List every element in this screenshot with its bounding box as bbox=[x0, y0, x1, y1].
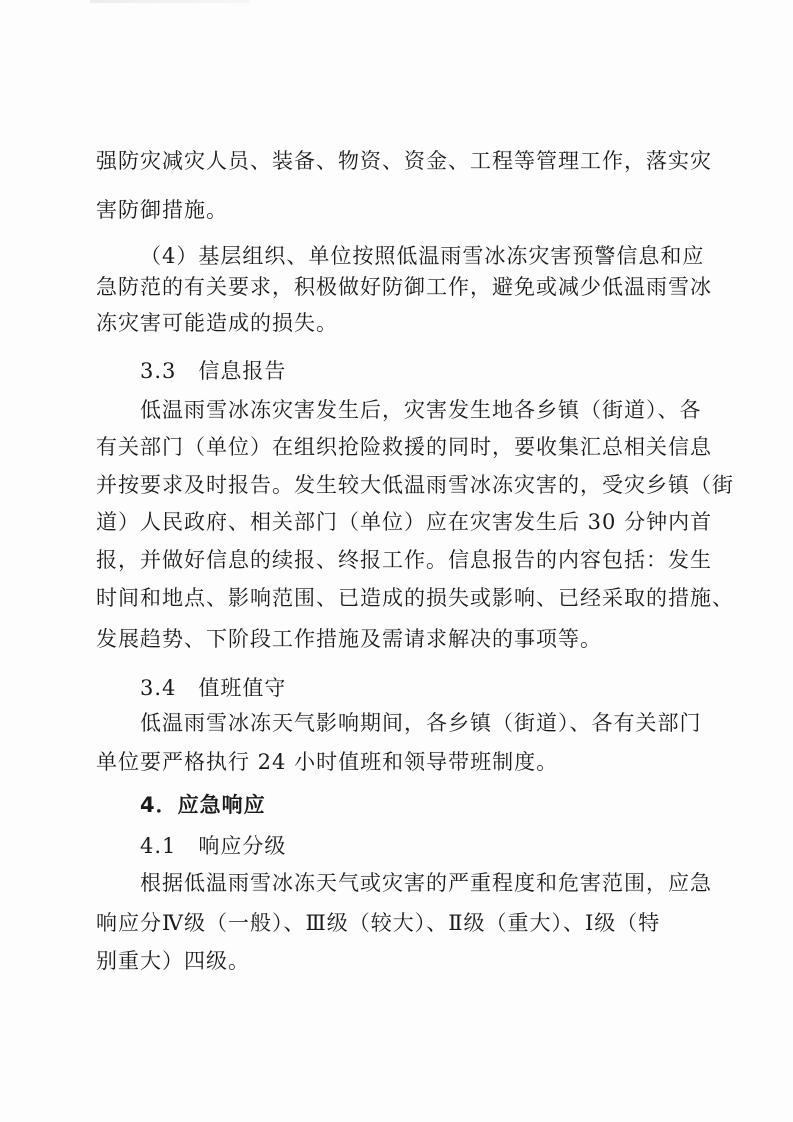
paragraph-line: 低温雨雪冰冻天气影响期间，各乡镇（街道）、各有关部门 bbox=[140, 711, 702, 735]
paragraph-line: （4）基层组织、单位按照低温雨雪冰冻灾害预警信息和应 bbox=[140, 244, 705, 268]
paragraph-line: 并按要求及时报告。发生较大低温雨雪冰冻灾害的，受灾乡镇（街 bbox=[96, 473, 734, 497]
paragraph-line: 强防灾减灾人员、装备、物资、资金、工程等管理工作，落实灾 bbox=[96, 149, 712, 173]
paragraph-line: 害防御措施。 bbox=[96, 198, 228, 222]
paragraph-line: 冻灾害可能造成的损失。 bbox=[96, 311, 338, 335]
paragraph-line: 响应分Ⅳ级（一般）、Ⅲ级（较大）、Ⅱ级（重大）、Ⅰ级（特 bbox=[96, 911, 661, 935]
paragraph-line: 道）人民政府、相关部门（单位）应在灾害发生后 30 分钟内首 bbox=[96, 510, 713, 534]
paragraph-line: 低温雨雪冰冻灾害发生后，灾害发生地各乡镇（街道）、各 bbox=[140, 398, 702, 422]
paragraph-line: 报，并做好信息的续报、终报工作。信息报告的内容包括：发生 bbox=[96, 548, 712, 572]
section-heading-4-1: 4.1 响应分级 bbox=[140, 834, 287, 858]
paragraph-line: 单位要严格执行 24 小时值班和领导带班制度。 bbox=[96, 750, 559, 774]
paragraph-line: 根据低温雨雪冰冻天气或灾害的严重程度和危害范围，应急 bbox=[140, 871, 712, 895]
paragraph-line: 别重大）四级。 bbox=[96, 949, 250, 973]
paragraph-line: 急防范的有关要求，积极做好防御工作，避免或减少低温雨雪冰 bbox=[96, 275, 712, 299]
section-heading-3-3: 3.3 信息报告 bbox=[140, 359, 287, 383]
section-heading-4: 4．应急响应 bbox=[140, 793, 266, 817]
paragraph-line: 有关部门（单位）在组织抢险救援的同时，要收集汇总相关信息 bbox=[96, 435, 712, 459]
paragraph-line: 时间和地点、影响范围、已造成的损失或影响、已经采取的措施、 bbox=[96, 586, 734, 610]
paragraph-line: 发展趋势、下阶段工作措施及需请求解决的事项等。 bbox=[96, 627, 602, 651]
scan-artifact bbox=[90, 0, 250, 3]
section-heading-3-4: 3.4 值班值守 bbox=[140, 676, 287, 700]
